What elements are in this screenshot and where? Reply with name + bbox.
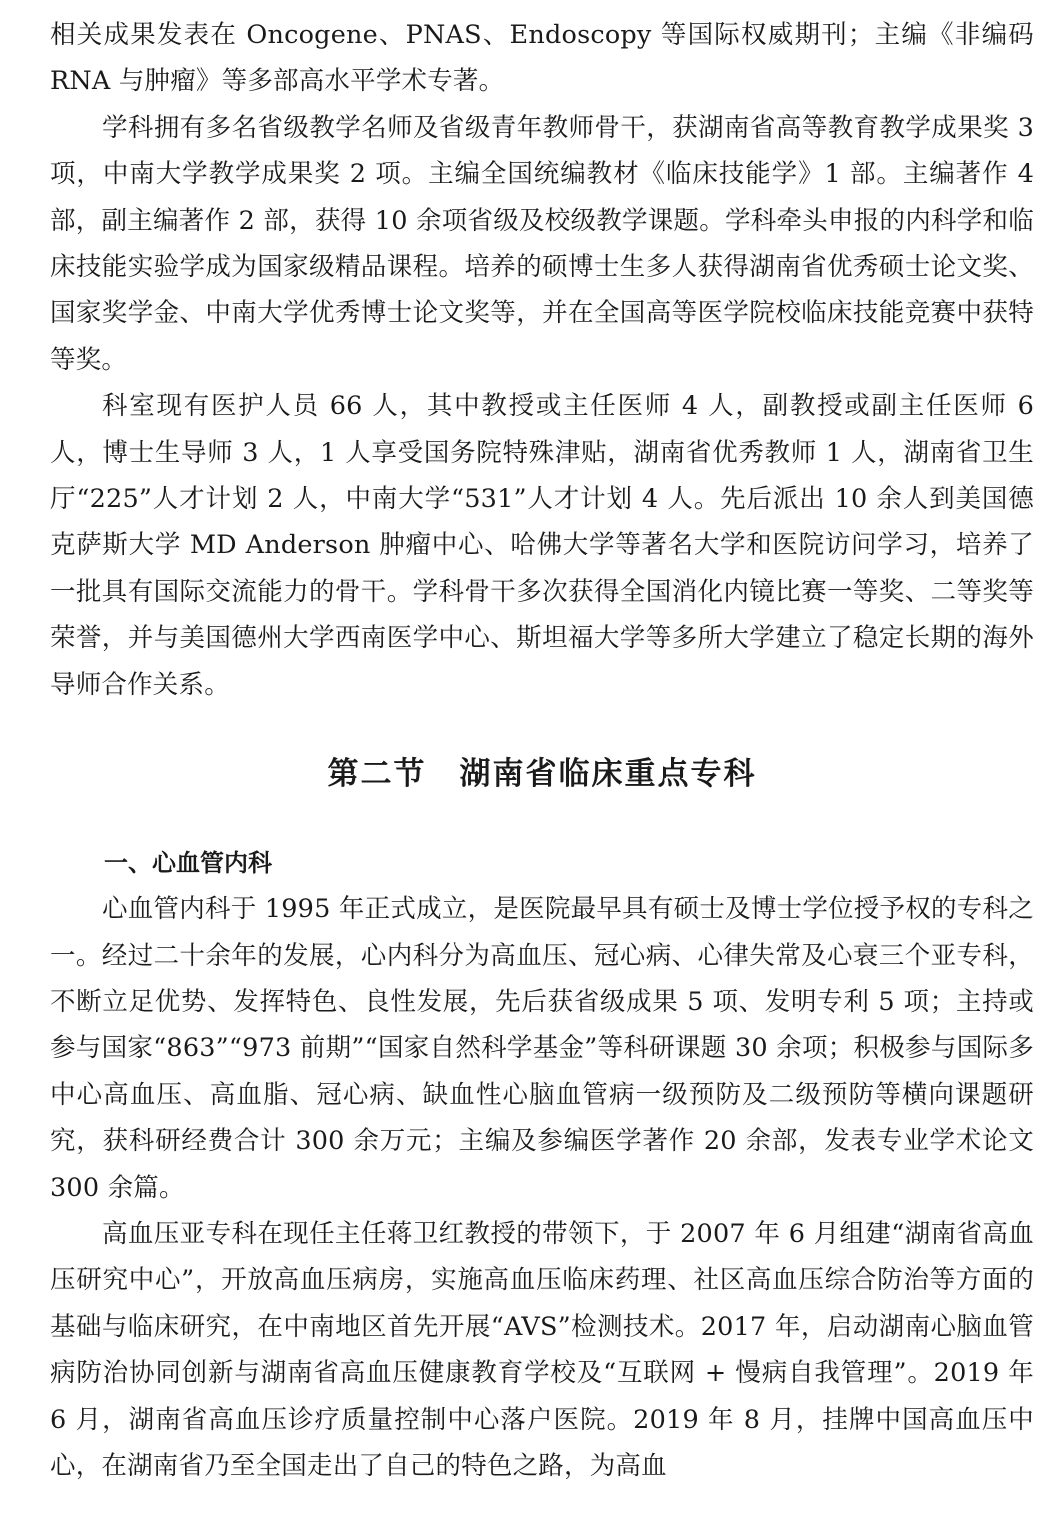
subsection-title: 一、心血管内科	[104, 849, 272, 878]
paragraph-hypertension: 高血压亚专科在现任主任蒋卫红教授的带领下，于 2007 年 6 月组建“湖南省高血压研究中心”，开放高血压病房，实施高血压临床药理、社区高血压综合防治等方面的基础与临床研究，在中南地区首先开展“AVS”检测技术。2017 年，启动湖南心脑血管病防治协同创新与湖南省高血压健康教育学校及“互联网 + 慢病自我管理”。2019 年 6 月，湖南省高血压诊疗质量控制中心落户医院。2019 年 8 月，挂牌中国高血压中心，在湖南省乃至全国走出了自己的特色之路，为高血	[50, 1218, 1034, 1481]
document-page	[50, 12, 1034, 1489]
section-title: 第二节 湖南省临床重点专科	[327, 756, 757, 793]
paragraph-teaching: 学科拥有多名省级教学名师及省级青年教师骨干，获湖南省高等教育教学成果奖 3 项，中南大学教学成果奖 2 项。主编全国统编教材《临床技能学》1 部。主编著作 4 部，副主编著作 2 部，获得 10 余项省级及校级教学课题。学科牵头申报的内科学和临床技能实验学成为国家级精品课程。培养的硕博士生多人获得湖南省优秀硕士论文奖、国家奖学金、中南大学优秀博士论文奖等，并在全国高等医学院校临床技能竞赛中获特等奖。	[50, 112, 1034, 375]
paragraph-staff: 科室现有医护人员 66 人，其中教授或主任医师 4 人，副教授或副主任医师 6 人，博士生导师 3 人，1 人享受国务院特殊津贴，湖南省优秀教师 1 人，湖南省卫生厅“225”人才计划 2 人，中南大学“531”人才计划 4 人。先后派出 10 余人到美国德克萨斯大学 MD Anderson 肿瘤中心、哈佛大学等著名大学和医院访问学习，培养了一批具有国际交流能力的骨干。学科骨干多次获得全国消化内镜比赛一等奖、二等奖等荣誉，并与美国德州大学西南医学中心、斯坦福大学等多所大学建立了稳定长期的海外导师合作关系。	[50, 391, 1034, 700]
paragraph-publications: 相关成果发表在 Oncogene、PNAS、Endoscopy 等国际权威期刊；主编《非编码RNA 与肿瘤》等多部高水平学术专著。	[50, 20, 1034, 97]
paragraph-cardiology-intro: 心血管内科于 1995 年正式成立，是医院最早具有硕士及博士学位授予权的专科之一。经过二十余年的发展，心内科分为高血压、冠心病、心律失常及心衰三个亚专科，不断立足优势、发挥特色、良性发展，先后获省级成果 5 项、发明专利 5 项；主持或参与国家“863”“973 前期”“国家自然科学基金”等科研课题 30 余项；积极参与国际多中心高血压、高血脂、冠心病、缺血性心脑血管病一级预防及二级预防等横向课题研究，获科研经费合计 300 余万元；主编及参编医学著作 20 余部，发表专业学术论文 300 余篇。	[50, 894, 1034, 1203]
